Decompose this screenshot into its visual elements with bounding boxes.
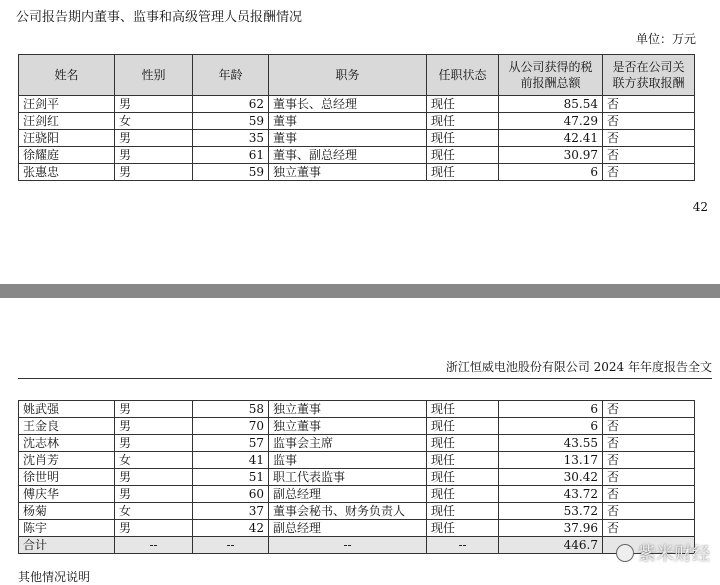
cell-related-party: 否: [603, 469, 695, 486]
cell-compensation: 37.96: [499, 520, 603, 537]
cell-related-party: 否: [603, 452, 695, 469]
cell-position: 董事: [269, 113, 427, 130]
cell-gender: 男: [115, 469, 193, 486]
cell-gender: 男: [115, 418, 193, 435]
cell-related-party: 否: [603, 418, 695, 435]
table-row: [19, 164, 695, 181]
cell-name: 杨菊: [19, 503, 115, 520]
cell-age: 57: [193, 435, 269, 452]
cell-related-party: 否: [603, 435, 695, 452]
header-status: 任职状态: [427, 55, 499, 96]
cell-gender: 男: [115, 520, 193, 537]
cell-status: 现任: [427, 435, 499, 452]
cell-name: 王金良: [19, 418, 115, 435]
footer-text: 其他情况说明: [18, 570, 91, 584]
cell-compensation: 47.29: [499, 113, 603, 130]
cell-name: 沈志林: [19, 435, 115, 452]
cell-position: 董事: [269, 130, 427, 147]
cell-position: 董事长、总经理: [269, 96, 427, 113]
cell-position: 监事会主席: [269, 435, 427, 452]
cell-age: 70: [193, 418, 269, 435]
cell-status: 现任: [427, 520, 499, 537]
cell-status: 现任: [427, 486, 499, 503]
cell-age: 61: [193, 147, 269, 164]
table-row: [19, 452, 695, 469]
cell-position: 副总经理: [269, 486, 427, 503]
page-number: 42: [692, 200, 708, 214]
table-row: [19, 130, 695, 147]
table-row: [19, 435, 695, 452]
cell-age: 41: [193, 452, 269, 469]
cell-gender: 男: [115, 486, 193, 503]
cell-age: 60: [193, 486, 269, 503]
cell-position: 监事: [269, 452, 427, 469]
cell-name: 汪骁阳: [19, 130, 115, 147]
cell-status: 现任: [427, 401, 499, 418]
cell-age: 42: [193, 520, 269, 537]
cell-compensation: 30.97: [499, 147, 603, 164]
cell-compensation: 6: [499, 164, 603, 181]
cell-related-party: 否: [603, 520, 695, 537]
table-row: [19, 503, 695, 520]
table-row: [19, 469, 695, 486]
page-separator: [0, 284, 720, 298]
table-row: [19, 401, 695, 418]
cell-related-party: 否: [603, 164, 695, 181]
cell-age: 51: [193, 469, 269, 486]
cell-related-party: 否: [603, 96, 695, 113]
cell-compensation: 6: [499, 418, 603, 435]
section-title: 公司报告期内董事、监事和高级管理人员报酬情况: [16, 10, 303, 25]
compensation-table-page1: [18, 54, 695, 181]
table-row: [19, 113, 695, 130]
cell-gender: 女: [115, 503, 193, 520]
cell-gender: 男: [115, 96, 193, 113]
cell-name: 徐耀庭: [19, 147, 115, 164]
cell-compensation: 6: [499, 401, 603, 418]
cell-gender: 男: [115, 130, 193, 147]
total-row: [19, 537, 695, 554]
cell-gender: 女: [115, 113, 193, 130]
cell-related-party: 否: [603, 401, 695, 418]
cell-compensation: 13.17: [499, 452, 603, 469]
cell-position: 独立董事: [269, 401, 427, 418]
cell-name: 汪剑红: [19, 113, 115, 130]
cell-name: 姚武强: [19, 401, 115, 418]
cell-position: 独立董事: [269, 164, 427, 181]
cell-related-party: 否: [603, 113, 695, 130]
cell-related-party: 否: [603, 503, 695, 520]
cell-related-party: 否: [603, 130, 695, 147]
cell-compensation: 53.72: [499, 503, 603, 520]
cell-name: 沈肖芳: [19, 452, 115, 469]
table-row: [19, 418, 695, 435]
header-position: 职务: [269, 55, 427, 96]
cell-gender: 男: [115, 435, 193, 452]
cell-age: 62: [193, 96, 269, 113]
cell-status: 现任: [427, 469, 499, 486]
cell-position: 职工代表监事: [269, 469, 427, 486]
table-row: [19, 520, 695, 537]
watermark-text: 紫米财经: [638, 544, 710, 565]
cell-name: 张惠忠: [19, 164, 115, 181]
cell-status: 现任: [427, 96, 499, 113]
table-row: [19, 486, 695, 503]
cell-age: 35: [193, 130, 269, 147]
cell-status: 现任: [427, 164, 499, 181]
cell-position: 董事会秘书、财务负责人: [269, 503, 427, 520]
cell-age: 37: [193, 503, 269, 520]
cell-compensation: 85.54: [499, 96, 603, 113]
header-name: 姓名: [19, 55, 115, 96]
cell-compensation: 42.41: [499, 130, 603, 147]
total-cell: --: [193, 537, 269, 554]
cell-position: 副总经理: [269, 520, 427, 537]
header-gender: 性别: [115, 55, 193, 96]
watermark: [616, 540, 710, 566]
cell-gender: 男: [115, 147, 193, 164]
cell-status: 现任: [427, 130, 499, 147]
total-compensation: 446.7: [499, 537, 603, 554]
total-cell: --: [269, 537, 427, 554]
cell-position: 董事、副总经理: [269, 147, 427, 164]
cell-compensation: 43.55: [499, 435, 603, 452]
total-cell: --: [427, 537, 499, 554]
cell-related-party: 否: [603, 147, 695, 164]
cell-name: 徐世明: [19, 469, 115, 486]
cell-age: 59: [193, 113, 269, 130]
cell-gender: 女: [115, 452, 193, 469]
cell-compensation: 43.72: [499, 486, 603, 503]
cell-name: 傅庆华: [19, 486, 115, 503]
unit-label: 单位：万元: [635, 32, 696, 46]
table-row: [19, 96, 695, 113]
cell-status: 现任: [427, 503, 499, 520]
table-header-row: [19, 55, 695, 96]
cell-compensation: 30.42: [499, 469, 603, 486]
total-label: 合计: [19, 537, 115, 554]
cell-position: 独立董事: [269, 418, 427, 435]
cell-gender: 男: [115, 401, 193, 418]
cell-age: 58: [193, 401, 269, 418]
header-compensation: 从公司获得的税前报酬总额: [499, 55, 603, 96]
compensation-table-page2: [18, 400, 695, 554]
cell-gender: 男: [115, 164, 193, 181]
cell-name: 陈宇: [19, 520, 115, 537]
table-row: [19, 147, 695, 164]
header-related-party: 是否在公司关联方获取报酬: [603, 55, 695, 96]
cell-status: 现任: [427, 147, 499, 164]
running-header: 浙江恒威电池股份有限公司 2024 年年度报告全文: [18, 358, 712, 379]
total-cell: --: [115, 537, 193, 554]
cell-related-party: 否: [603, 486, 695, 503]
cell-status: 现任: [427, 452, 499, 469]
cell-age: 59: [193, 164, 269, 181]
cell-status: 现任: [427, 113, 499, 130]
header-age: 年龄: [193, 55, 269, 96]
cell-status: 现任: [427, 418, 499, 435]
wechat-icon: [616, 544, 634, 562]
cell-name: 汪剑平: [19, 96, 115, 113]
